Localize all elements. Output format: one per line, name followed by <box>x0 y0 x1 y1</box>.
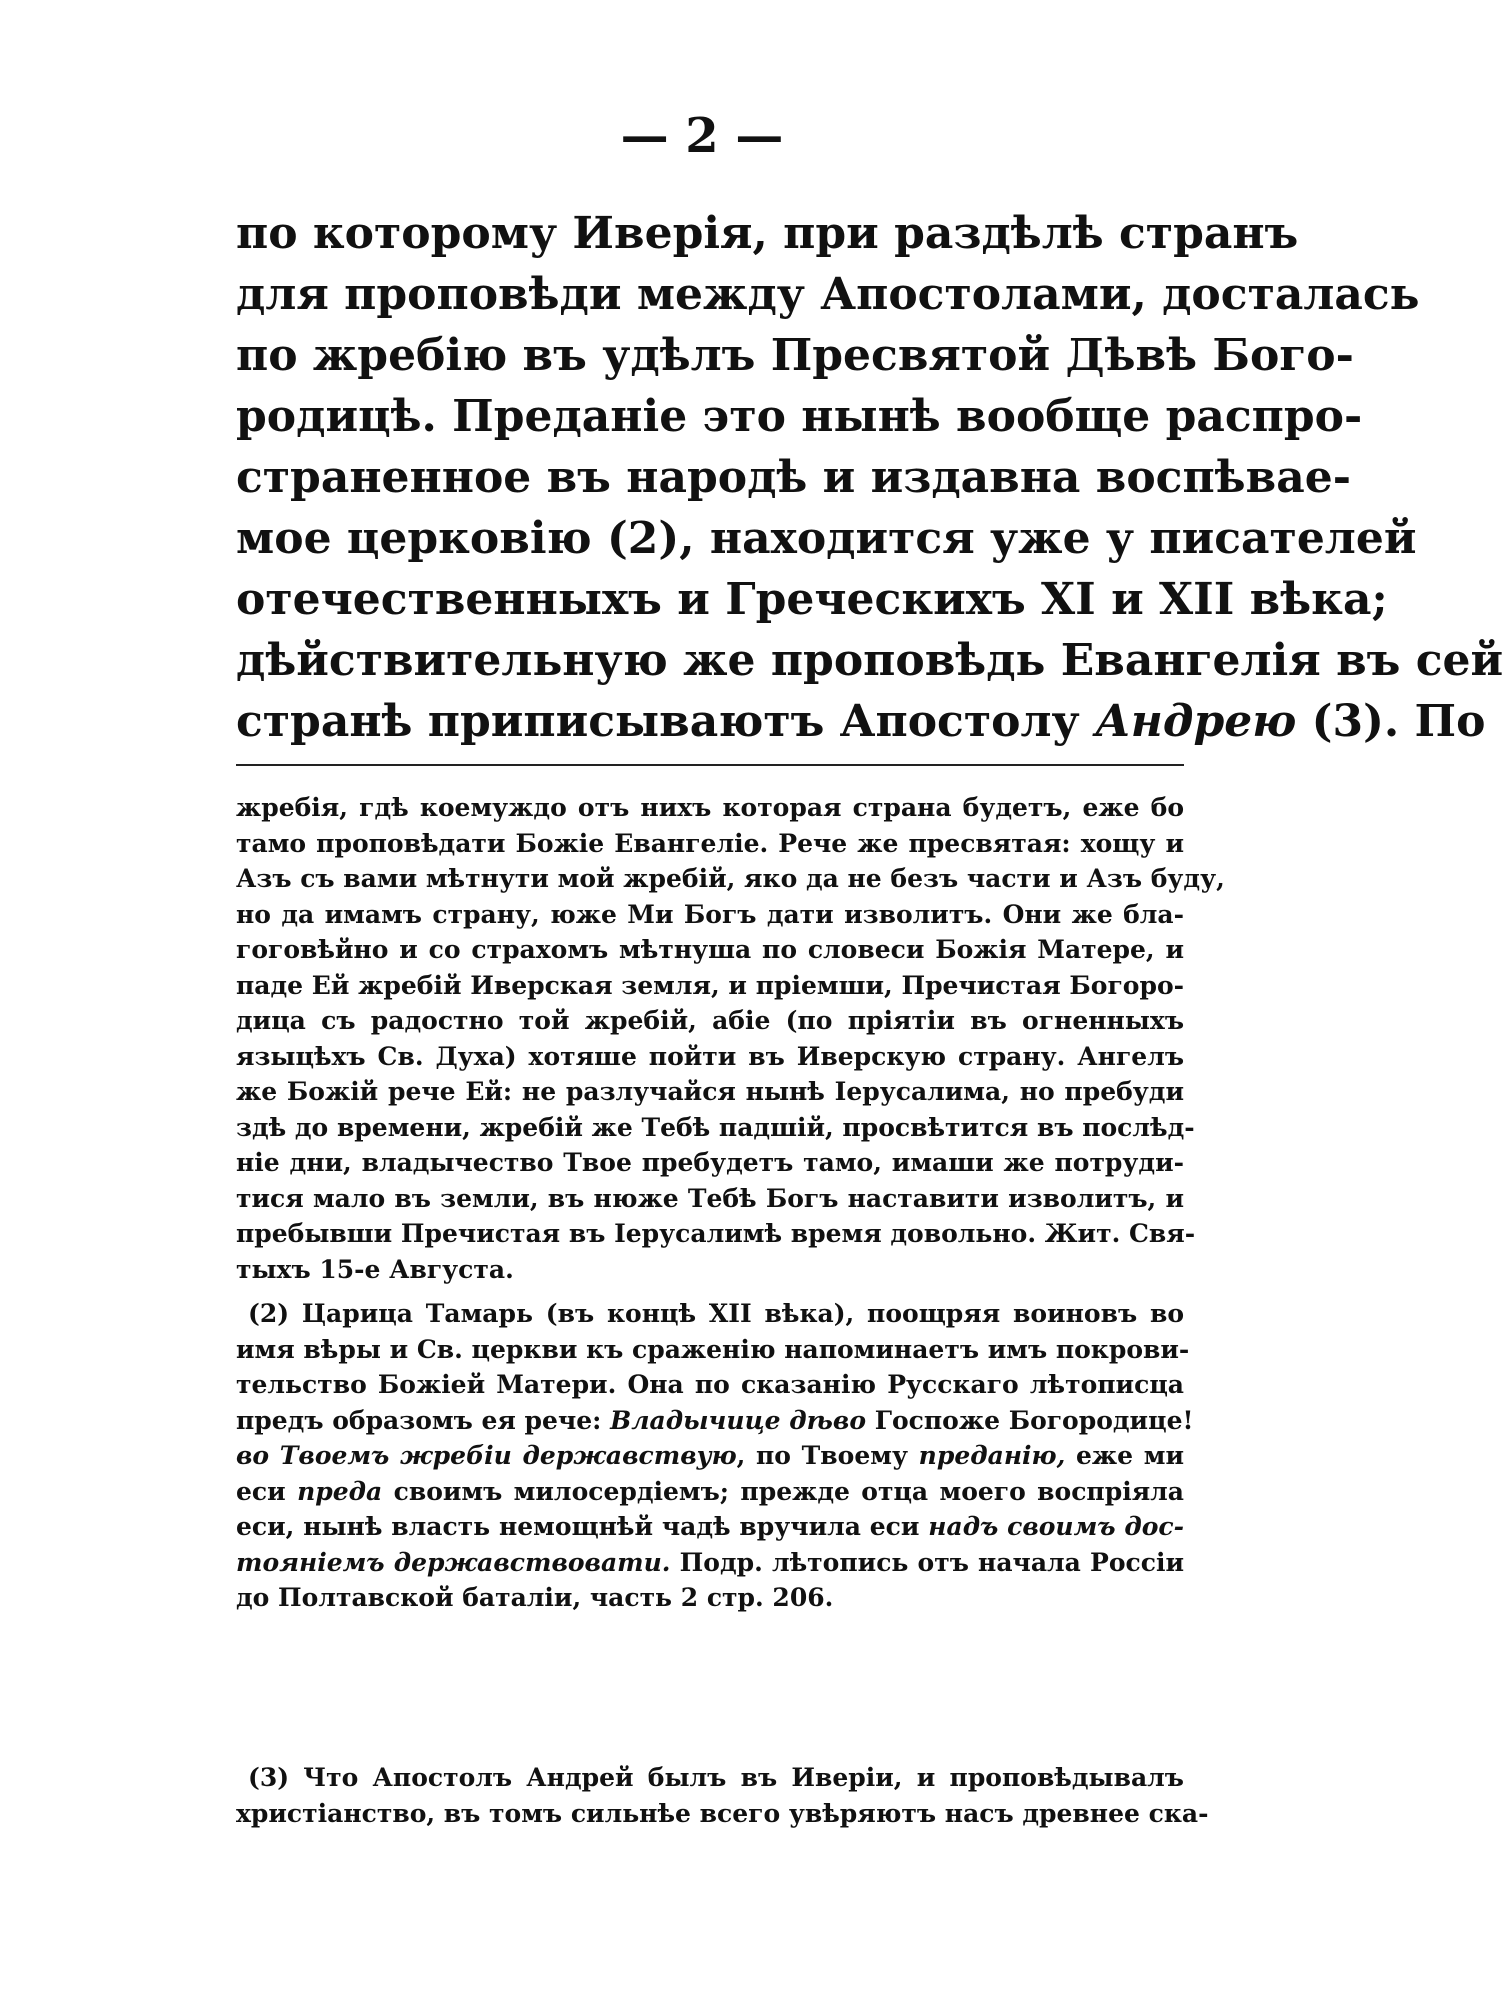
footnote-1-line: Азъ съ вами мѣтнути мой жребій, яко да не безъ части и Азъ буду, <box>236 864 1225 893</box>
footnote-1-line: тамо проповѣдати Божіе Евангеліе. Рече же пресвятая: хощу и <box>236 828 1184 858</box>
footnote-divider <box>236 764 1184 766</box>
footnote-2-fragment: своимъ милосердіемъ; прежде отца моего воспріяла <box>382 1476 1185 1506</box>
footnote-2-line <box>236 1403 1194 1439</box>
main-text-fragment: (3). По <box>1296 696 1486 747</box>
footnote-2-fragment: имя вѣры и Св. церкви къ сраженію напоминаетъ имъ покрови- <box>236 1334 1190 1364</box>
footnote-1-line: но да имамъ страну, юже Ми Богъ дати изволитъ. Они же бла- <box>236 899 1184 929</box>
footnote-2-line <box>236 1580 1184 1616</box>
footnote-2-fragment: еже ми <box>1065 1441 1184 1470</box>
footnote-3-line: (3) Что Апостолъ Андрей былъ въ Иверіи, и проповѣдывалъ <box>248 1763 1184 1792</box>
footnote-1-line: жребія, гдѣ коемуждо отъ нихъ которая страна будетъ, еже бо <box>236 793 1184 822</box>
footnote-1-line: языцѣхъ Св. Духа) хотяше пойти въ Иверскую страну. Ангелъ <box>236 1041 1184 1071</box>
main-text-line: по которому Иверія, при раздѣлѣ странъ <box>236 208 1299 259</box>
footnote-1-line: тыхъ 15-е Августа. <box>236 1254 514 1284</box>
main-text-line <box>236 691 1486 752</box>
main-text-line: отечественныхъ и Греческихъ XI и XII вѣка; <box>236 574 1388 625</box>
footnote-2-line <box>236 1474 1184 1510</box>
footnote-2-line <box>236 1296 1184 1332</box>
footnote-2-italic-fragment: Владычице дѣво <box>610 1405 867 1435</box>
footnote-2-fragment: Подр. лѣтопись отъ начала Россіи <box>670 1547 1185 1577</box>
footnote-1-line: паде Ей жребій Иверская земля, и пріемши, Пречистая Богоро- <box>236 970 1184 1000</box>
footnote-1-line: гоговѣйно и со страхомъ мѣтнуша по словеси Божія Матере, и <box>236 935 1184 964</box>
footnote-1-line: тися мало въ земли, въ нюже Тебѣ Богъ наставити изволитъ, и <box>236 1183 1184 1213</box>
footnote-1-line: пребывши Пречистая въ Іерусалимѣ время довольно. Жит. Свя- <box>236 1219 1196 1248</box>
footnote-2-line <box>236 1367 1184 1403</box>
footnote-2-fragment: еси <box>236 1476 298 1506</box>
main-text-line: родицѣ. Преданіе это нынѣ вообще распро- <box>236 391 1363 442</box>
footnote-2-italic-fragment: во Твоемъ жребіи державствую <box>236 1441 737 1470</box>
main-text-line: страненное въ народѣ и издавна воспѣвае- <box>236 452 1351 503</box>
footnote-1-line: же Божій рече Ей: не разлучайся нынѣ Іерусалима, но пребуди <box>236 1077 1184 1106</box>
main-text-line: дѣйствительную же проповѣдь Евангелія въ сей <box>236 635 1503 686</box>
main-text-italic-name: Андрею <box>1094 696 1297 747</box>
footnote-3 <box>236 1760 1209 1831</box>
footnote-2-fragment: тельство Божіей Матери. Она по сказанію Русскаго лѣтописца <box>236 1370 1184 1399</box>
footnote-2-fragment: Госпоже Богородице! <box>866 1405 1194 1435</box>
footnote-1 <box>236 790 1225 1287</box>
footnote-2-italic-fragment: преда <box>297 1476 383 1506</box>
footnote-2-line <box>236 1509 1184 1545</box>
footnote-2-italic-fragment: тояніемъ державствовати. <box>236 1547 671 1577</box>
footnote-2-fragment: до Полтавской баталіи, часть 2 стр. 206. <box>236 1583 834 1612</box>
main-text-line: по жребію въ удѣлъ Пресвятой Дѣвѣ Бого- <box>236 330 1354 381</box>
footnote-2-line <box>236 1332 1190 1368</box>
footnote-2 <box>236 1296 1194 1616</box>
footnote-2-fragment: еси, нынѣ власть немощнѣй чадѣ вручила еси <box>236 1512 929 1541</box>
footnote-2-italic-fragment: преданію, <box>918 1441 1066 1470</box>
footnote-2-fragment: , по Твоему <box>736 1441 919 1470</box>
footnote-2-italic-fragment: надъ своимъ дос- <box>928 1512 1185 1541</box>
footnote-2-fragment: (2) Царица Тамарь (въ концѣ XII вѣка), поощряя воиновъ во <box>248 1299 1184 1328</box>
main-text-fragment: странѣ приписываютъ Апостолу <box>236 696 1095 747</box>
footnote-1-line: ніе дни, владычество Твое пребудетъ тамо, имаши же потруди- <box>236 1148 1184 1177</box>
footnote-2-line <box>236 1438 1184 1474</box>
footnote-3-line: христіанство, въ томъ сильнѣе всего увѣряютъ насъ древнее ска- <box>236 1798 1209 1828</box>
footnote-2-line <box>236 1545 1184 1581</box>
main-text-line: мое церковію (2), находится уже у писателей <box>236 513 1417 564</box>
footnote-1-line: здѣ до времени, жребій же Тебѣ падшій, просвѣтится въ послѣд- <box>236 1112 1195 1142</box>
page-number: — 2 — <box>620 108 784 164</box>
footnote-1-line: дица съ радостно той жребій, абіе (по пріятіи въ огненныхъ <box>236 1006 1184 1035</box>
footnote-2-fragment: предъ образомъ ея рече: <box>236 1405 611 1435</box>
main-text <box>236 203 1503 752</box>
main-text-line: для проповѣди между Апостолами, досталась <box>236 269 1420 320</box>
